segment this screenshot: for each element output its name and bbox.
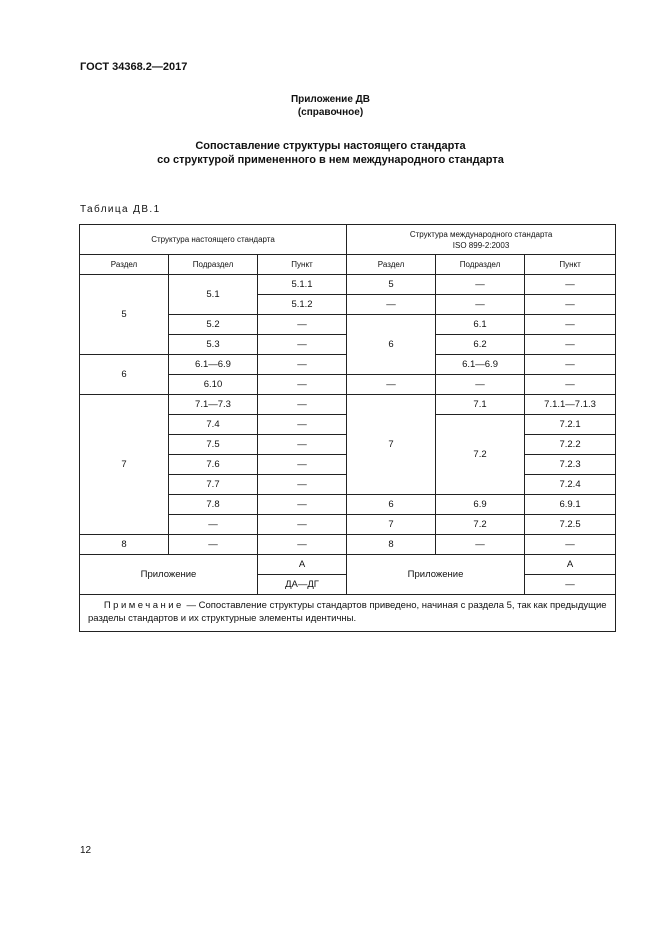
table-cell: А bbox=[258, 555, 347, 575]
table-cell: 5.2 bbox=[169, 315, 258, 335]
table-cell: — bbox=[436, 535, 525, 555]
table-cell: 7.2 bbox=[436, 515, 525, 535]
table-cell: 6.1 bbox=[436, 315, 525, 335]
column-header: Пункт bbox=[258, 255, 347, 275]
table-cell: — bbox=[258, 435, 347, 455]
table-cell: 6.9 bbox=[436, 495, 525, 515]
table-group-header-row bbox=[80, 225, 616, 255]
annex-kind: (справочное) bbox=[297, 107, 364, 118]
table-row bbox=[80, 555, 616, 575]
table-cell: 7.6 bbox=[169, 455, 258, 475]
column-header: Подраздел bbox=[436, 255, 525, 275]
table-cell: 7.1 bbox=[436, 395, 525, 415]
table-cell: 7.2.4 bbox=[525, 475, 616, 495]
annex-caption-line2: со структурой примененного в нем международного стандарта bbox=[157, 154, 504, 166]
table-cell: 7.2.1 bbox=[525, 415, 616, 435]
table-cell: Приложение bbox=[347, 555, 525, 595]
table-cell: — bbox=[436, 295, 525, 315]
table-cell: 6.1—6.9 bbox=[169, 355, 258, 375]
table-cell: — bbox=[258, 535, 347, 555]
table-cell: ДА—ДГ bbox=[258, 575, 347, 595]
table-cell: 6.10 bbox=[169, 375, 258, 395]
table-cell: 7.5 bbox=[169, 435, 258, 455]
table-cell: 7 bbox=[347, 395, 436, 495]
table-cell: 7.8 bbox=[169, 495, 258, 515]
table-cell: — bbox=[525, 375, 616, 395]
table-cell: — bbox=[258, 515, 347, 535]
table-cell: 7.2.5 bbox=[525, 515, 616, 535]
table-cell: — bbox=[525, 275, 616, 295]
table-cell: 7.1.1—7.1.3 bbox=[525, 395, 616, 415]
table-cell: 7 bbox=[347, 515, 436, 535]
note-label: Примечание bbox=[103, 600, 184, 611]
table-cell: — bbox=[347, 295, 436, 315]
table-cell: 7.1—7.3 bbox=[169, 395, 258, 415]
group-header-international-standard: ISO 899-2:2003 bbox=[452, 240, 510, 250]
table-cell: 7 bbox=[80, 395, 169, 535]
table-cell: — bbox=[258, 375, 347, 395]
table-cell: — bbox=[525, 355, 616, 375]
table-cell: — bbox=[258, 315, 347, 335]
table-cell: — bbox=[258, 455, 347, 475]
table-cell: 5.3 bbox=[169, 335, 258, 355]
table-cell: — bbox=[347, 375, 436, 395]
table-cell: — bbox=[258, 355, 347, 375]
table-row bbox=[80, 275, 616, 295]
annex-caption-line1: Сопоставление структуры настоящего стандарта bbox=[195, 140, 466, 152]
table-cell: Приложение bbox=[80, 555, 258, 595]
table-cell: 5 bbox=[80, 275, 169, 355]
table-cell: — bbox=[258, 495, 347, 515]
table-cell: А bbox=[525, 555, 616, 575]
table-cell: — bbox=[525, 315, 616, 335]
table-column-header-row bbox=[80, 255, 616, 275]
table-cell: 6.2 bbox=[436, 335, 525, 355]
column-header: Пункт bbox=[525, 255, 616, 275]
column-header: Раздел bbox=[347, 255, 436, 275]
group-header-international-title: Структура международного стандарта bbox=[409, 229, 553, 239]
table-cell: — bbox=[169, 515, 258, 535]
table-cell: 7.7 bbox=[169, 475, 258, 495]
table-cell: — bbox=[525, 575, 616, 595]
table-label: Таблица ДВ.1 bbox=[80, 204, 161, 215]
table-cell: 7.4 bbox=[169, 415, 258, 435]
table-note-row bbox=[80, 595, 616, 632]
table-cell: — bbox=[169, 535, 258, 555]
table-cell: — bbox=[436, 275, 525, 295]
table-cell: — bbox=[258, 335, 347, 355]
table-note bbox=[80, 595, 616, 632]
table-cell: 5 bbox=[347, 275, 436, 295]
note-text: — Сопоставление структуры стандартов приведено, начиная с раздела 5, так как предыдущие разделы стандартов и их структурные элементы идентичны. bbox=[88, 600, 607, 624]
table-cell: — bbox=[258, 475, 347, 495]
table-cell: — bbox=[258, 395, 347, 415]
table-cell: 7.2.3 bbox=[525, 455, 616, 475]
table-cell: — bbox=[436, 375, 525, 395]
standard-code: ГОСТ 34368.2—2017 bbox=[80, 61, 188, 73]
column-header: Подраздел bbox=[169, 255, 258, 275]
table-cell: 8 bbox=[80, 535, 169, 555]
table-cell: 6 bbox=[347, 495, 436, 515]
page-number: 12 bbox=[80, 845, 92, 856]
table-cell: 8 bbox=[347, 535, 436, 555]
table-row bbox=[80, 395, 616, 415]
table-cell: — bbox=[258, 415, 347, 435]
column-header: Раздел bbox=[80, 255, 169, 275]
table-cell: 7.2 bbox=[436, 415, 525, 495]
table-cell: — bbox=[525, 335, 616, 355]
table-cell: — bbox=[525, 295, 616, 315]
table-cell: 5.1.2 bbox=[258, 295, 347, 315]
table-cell: 5.1 bbox=[169, 275, 258, 315]
table-cell: 7.2.2 bbox=[525, 435, 616, 455]
table-cell: 6 bbox=[80, 355, 169, 395]
table-cell: 6 bbox=[347, 315, 436, 375]
comparison-table bbox=[79, 224, 616, 632]
table-cell: 6.9.1 bbox=[525, 495, 616, 515]
table-cell: 6.1—6.9 bbox=[436, 355, 525, 375]
table-row bbox=[80, 535, 616, 555]
table-cell: — bbox=[525, 535, 616, 555]
group-header-national: Структура настоящего стандарта bbox=[80, 225, 347, 255]
annex-title: Приложение ДВ bbox=[290, 94, 371, 105]
table-cell: 5.1.1 bbox=[258, 275, 347, 295]
group-header-international bbox=[347, 225, 616, 255]
